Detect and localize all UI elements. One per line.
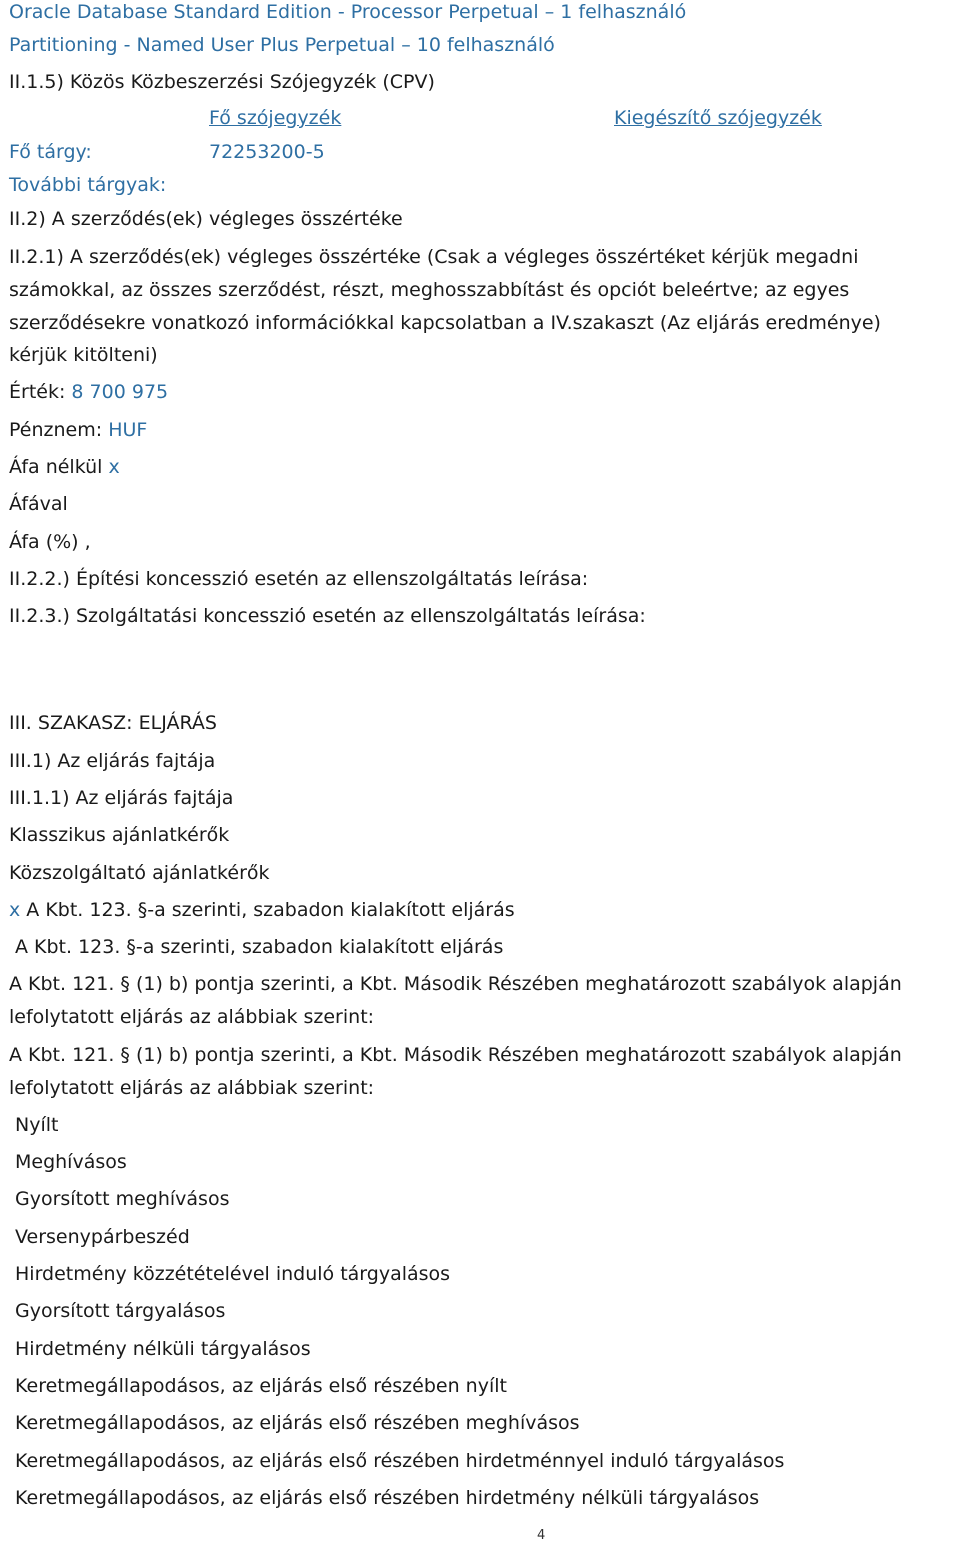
afa-pct-label: Áfa (%) , xyxy=(9,531,91,553)
page-number: 4 xyxy=(537,1528,546,1543)
value-desc-line: számokkal, az összes szerződést, részt, meghosszabbítást és opciót beleértve; az egyes xyxy=(9,279,850,301)
penznem-row xyxy=(9,418,147,442)
procedure-option-text: A Kbt. 123. §-a szerinti, szabadon kialakított eljárás xyxy=(26,899,515,921)
procedure-option-cont: lefolytatott eljárás az alábbiak szerint: xyxy=(9,1077,375,1099)
procedure-option: A Kbt. 121. § (1) b) pontja szerinti, a Kbt. Második Részében meghatározott szabályok alapján xyxy=(9,1044,902,1066)
procedure-type: Nyílt xyxy=(15,1114,59,1136)
ertek-row xyxy=(9,380,168,404)
section3-sub1: III.1) Az eljárás fajtája xyxy=(9,750,216,772)
procedure-type: Gyorsított tárgyalásos xyxy=(15,1300,226,1322)
procedure-type: Keretmegállapodásos, az eljárás első részében hirdetménnyel induló tárgyalásos xyxy=(15,1450,785,1472)
section3-sub11: III.1.1) Az eljárás fajtája xyxy=(9,787,234,809)
penznem-value: HUF xyxy=(108,419,148,441)
szolgaltatasi-koncesszio: II.2.3.) Szolgáltatási koncesszió esetén az ellenszolgáltatás leírása: xyxy=(9,605,646,627)
cpv-main-label: Fő tárgy: xyxy=(9,141,92,163)
cpv-supp-vocab-header: Kiegészítő szójegyzék xyxy=(614,107,822,129)
value-desc-line: kérjük kitölteni) xyxy=(9,344,158,366)
cpv-main-code: 72253200-5 xyxy=(209,141,325,163)
procedure-type: Gyorsított meghívásos xyxy=(15,1188,230,1210)
klasszikus-label: Klasszikus ajánlatkérők xyxy=(9,824,230,846)
procedure-type: Keretmegállapodásos, az eljárás első részében meghívásos xyxy=(15,1412,580,1434)
procedure-option: A Kbt. 121. § (1) b) pontja szerinti, a Kbt. Második Részében meghatározott szabályok alapján xyxy=(9,973,902,995)
cpv-main-vocab-header: Fő szójegyzék xyxy=(209,107,342,129)
header-line-2: Partitioning - Named User Plus Perpetual – 10 felhasználó xyxy=(9,34,555,56)
value-desc-line: szerződésekre vonatkozó információkkal kapcsolatban a IV.szakaszt (Az eljárás eredménye) xyxy=(9,312,881,334)
value-desc-line: II.2.1) A szerződés(ek) végleges összértéke (Csak a végleges összértéket kérjük megadni xyxy=(9,246,859,268)
procedure-type: Keretmegállapodásos, az eljárás első részében hirdetmény nélküli tárgyalásos xyxy=(15,1487,760,1509)
kozszolgaltato-label: Közszolgáltató ajánlatkérők xyxy=(9,862,270,884)
procedure-type: Keretmegállapodásos, az eljárás első részében nyílt xyxy=(15,1375,507,1397)
procedure-type: Hirdetmény közzétételével induló tárgyalásos xyxy=(15,1263,451,1285)
cpv-other-label: További tárgyak: xyxy=(9,174,167,196)
value-heading: II.2) A szerződés(ek) végleges összértéke xyxy=(9,208,403,230)
epitesi-koncesszio: II.2.2.) Építési koncesszió esetén az ellenszolgáltatás leírása: xyxy=(9,568,589,590)
afa-nelkul-row xyxy=(9,455,120,479)
procedure-option xyxy=(9,898,515,922)
ertek-value: 8 700 975 xyxy=(71,381,169,403)
procedure-type: Meghívásos xyxy=(15,1151,127,1173)
header-line-1: Oracle Database Standard Edition - Processor Perpetual – 1 felhasználó xyxy=(9,1,687,23)
afa-nelkul-label: Áfa nélkül xyxy=(9,456,103,478)
afa-nelkul-mark: x xyxy=(108,456,120,478)
section3-title: III. SZAKASZ: ELJÁRÁS xyxy=(9,712,217,734)
procedure-option: A Kbt. 123. §-a szerinti, szabadon kialakított eljárás xyxy=(15,936,504,958)
ertek-label: Érték: xyxy=(9,381,66,403)
procedure-type: Versenypárbeszéd xyxy=(15,1226,190,1248)
cpv-heading: II.1.5) Közös Közbeszerzési Szójegyzék (CPV) xyxy=(9,71,435,93)
procedure-option-cont: lefolytatott eljárás az alábbiak szerint: xyxy=(9,1006,375,1028)
afaval-label: Áfával xyxy=(9,493,68,515)
penznem-label: Pénznem: xyxy=(9,419,103,441)
selected-mark: x xyxy=(9,899,21,921)
procedure-type: Hirdetmény nélküli tárgyalásos xyxy=(15,1338,311,1360)
